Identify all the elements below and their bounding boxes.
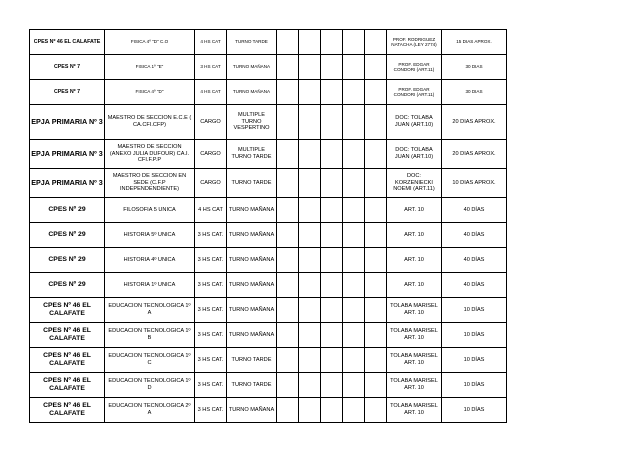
hours-cell: CARGO: [195, 169, 227, 198]
empty-cell: [321, 105, 343, 140]
empty-cell: [321, 198, 343, 223]
empty-cell: [343, 30, 365, 55]
school-cell: CPES Nº 46 EL CALAFATE: [30, 348, 105, 373]
teacher-cell: DOC: TOLABA JUAN (ART.10): [387, 105, 442, 140]
shift-cell: TURNO MAÑANA: [227, 80, 277, 105]
empty-cell: [277, 140, 299, 169]
empty-cell: [321, 223, 343, 248]
empty-cell: [365, 169, 387, 198]
empty-cell: [343, 273, 365, 298]
teacher-cell: ART. 10: [387, 223, 442, 248]
empty-cell: [343, 223, 365, 248]
subject-cell: HISTORIA 5º UNICA: [105, 223, 195, 248]
empty-cell: [365, 398, 387, 423]
hours-cell: 3 HS CAT.: [195, 273, 227, 298]
subject-cell: MAESTRO DE SECCION EN SEDE (C.F.P INDEPENDENDIENTE): [105, 169, 195, 198]
table-row: [30, 140, 507, 169]
subject-cell: EDUCACION TECNOLOGICA 2º A: [105, 398, 195, 423]
teacher-cell: TOLABA MARISEL ART. 10: [387, 373, 442, 398]
table-row: [30, 398, 507, 423]
empty-cell: [343, 398, 365, 423]
duration-cell: 15 DIAS APROX.: [442, 30, 507, 55]
empty-cell: [365, 105, 387, 140]
table-row: [30, 298, 507, 323]
teacher-cell: DOC: KORZENIECKI NOEMI (ART.11): [387, 169, 442, 198]
empty-cell: [299, 105, 321, 140]
empty-cell: [343, 298, 365, 323]
empty-cell: [321, 298, 343, 323]
empty-cell: [321, 169, 343, 198]
empty-cell: [365, 30, 387, 55]
subject-cell: EDUCACION TECNOLOGICA 1º C: [105, 348, 195, 373]
school-cell: CPES Nº 29: [30, 198, 105, 223]
school-cell: CPES Nº 29: [30, 223, 105, 248]
empty-cell: [299, 169, 321, 198]
school-cell: CPES Nº 46 EL CALAFATE: [30, 30, 105, 55]
duration-cell: 40 DÍAS: [442, 198, 507, 223]
empty-cell: [277, 105, 299, 140]
empty-cell: [321, 30, 343, 55]
subject-cell: FISICA 4º "D" C.O: [105, 30, 195, 55]
school-cell: CPES Nº 29: [30, 248, 105, 273]
teacher-cell: DOC: TOLABA JUAN (ART.10): [387, 140, 442, 169]
table-row: [30, 55, 507, 80]
teacher-cell: ART. 10: [387, 273, 442, 298]
empty-cell: [343, 198, 365, 223]
school-cell: CPES Nº 7: [30, 80, 105, 105]
empty-cell: [343, 323, 365, 348]
school-cell: CPES Nº 7: [30, 55, 105, 80]
empty-cell: [365, 80, 387, 105]
hours-cell: 3 HS CAT: [195, 55, 227, 80]
shift-cell: TURNO TARDE: [227, 373, 277, 398]
empty-cell: [299, 273, 321, 298]
table-row: [30, 248, 507, 273]
empty-cell: [299, 223, 321, 248]
school-cell: CPES Nº 46 EL CALAFATE: [30, 398, 105, 423]
shift-cell: TURNO MAÑANA: [227, 248, 277, 273]
duration-cell: 40 DÍAS: [442, 223, 507, 248]
subject-cell: FILOSOFIA 5 UNICA: [105, 198, 195, 223]
school-cell: CPES Nº 46 EL CALAFATE: [30, 373, 105, 398]
empty-cell: [277, 373, 299, 398]
hours-cell: 3 HS CAT.: [195, 298, 227, 323]
shift-cell: TURNO TARDE: [227, 30, 277, 55]
empty-cell: [277, 198, 299, 223]
empty-cell: [365, 373, 387, 398]
empty-cell: [365, 348, 387, 373]
teacher-cell: PROF. EDGAR CONDORI (ART.11): [387, 55, 442, 80]
teacher-cell: TOLABA MARISEL ART. 10: [387, 348, 442, 373]
table-row: [30, 30, 507, 55]
empty-cell: [299, 80, 321, 105]
empty-cell: [365, 273, 387, 298]
empty-cell: [321, 140, 343, 169]
hours-cell: 3 HS CAT.: [195, 373, 227, 398]
duration-cell: 20 DIAS APROX.: [442, 105, 507, 140]
empty-cell: [343, 105, 365, 140]
empty-cell: [343, 140, 365, 169]
school-cell: CPES Nº 46 EL CALAFATE: [30, 323, 105, 348]
shift-cell: MULTIPLE TURNO TARDE: [227, 140, 277, 169]
empty-cell: [343, 55, 365, 80]
hours-cell: CARGO: [195, 105, 227, 140]
empty-cell: [299, 398, 321, 423]
duration-cell: 30 DIAS: [442, 80, 507, 105]
table-row: [30, 323, 507, 348]
empty-cell: [365, 248, 387, 273]
hours-cell: 4 HS CAT: [195, 30, 227, 55]
empty-cell: [321, 348, 343, 373]
empty-cell: [343, 80, 365, 105]
teacher-cell: PROF. EDGAR CONDORI (ART.11): [387, 80, 442, 105]
teacher-cell: PROF. RODRIGUEZ NATACHA (LEY 2774): [387, 30, 442, 55]
table-row: [30, 223, 507, 248]
empty-cell: [277, 348, 299, 373]
shift-cell: TURNO MAÑANA: [227, 273, 277, 298]
empty-cell: [299, 323, 321, 348]
hours-cell: 4 HS CAT: [195, 80, 227, 105]
empty-cell: [321, 55, 343, 80]
empty-cell: [299, 30, 321, 55]
empty-cell: [299, 198, 321, 223]
shift-cell: TURNO MAÑANA: [227, 323, 277, 348]
empty-cell: [277, 80, 299, 105]
empty-cell: [365, 323, 387, 348]
duration-cell: 30 DIAS: [442, 55, 507, 80]
empty-cell: [321, 80, 343, 105]
teacher-cell: TOLABA MARISEL ART. 10: [387, 298, 442, 323]
school-cell: EPJA PRIMARIA Nº 3: [30, 140, 105, 169]
duration-cell: 10 DÍAS: [442, 398, 507, 423]
table-body: [30, 30, 507, 423]
table-row: [30, 198, 507, 223]
table-row: [30, 169, 507, 198]
subject-cell: EDUCACION TECNOLOGICA 1º D: [105, 373, 195, 398]
teacher-cell: ART. 10: [387, 198, 442, 223]
teacher-cell: TOLABA MARISEL ART. 10: [387, 398, 442, 423]
empty-cell: [343, 248, 365, 273]
empty-cell: [343, 373, 365, 398]
duration-cell: 10 DÍAS: [442, 348, 507, 373]
shift-cell: TURNO MAÑANA: [227, 198, 277, 223]
empty-cell: [277, 30, 299, 55]
table-row: [30, 273, 507, 298]
shift-cell: TURNO MAÑANA: [227, 223, 277, 248]
subject-cell: HISTORIA 4º UNICA: [105, 248, 195, 273]
empty-cell: [299, 298, 321, 323]
empty-cell: [321, 398, 343, 423]
school-cell: EPJA PRIMARIA Nº 3: [30, 105, 105, 140]
teacher-cell: TOLABA MARISEL ART. 10: [387, 323, 442, 348]
subject-cell: MAESTRO DE SECCION E.C.E ( CA.CFI.CFP): [105, 105, 195, 140]
duration-cell: 20 DIAS APROX.: [442, 140, 507, 169]
empty-cell: [343, 169, 365, 198]
hours-cell: 4 HS CAT: [195, 198, 227, 223]
hours-cell: 3 HS CAT.: [195, 248, 227, 273]
empty-cell: [321, 373, 343, 398]
empty-cell: [321, 323, 343, 348]
shift-cell: TURNO MAÑANA: [227, 398, 277, 423]
duration-cell: 40 DÍAS: [442, 248, 507, 273]
table-row: [30, 105, 507, 140]
subject-cell: FISICA 1º "E": [105, 55, 195, 80]
shift-cell: TURNO TARDE: [227, 348, 277, 373]
empty-cell: [299, 140, 321, 169]
empty-cell: [365, 198, 387, 223]
empty-cell: [277, 169, 299, 198]
empty-cell: [277, 223, 299, 248]
empty-cell: [277, 323, 299, 348]
empty-cell: [321, 248, 343, 273]
empty-cell: [277, 398, 299, 423]
table-row: [30, 373, 507, 398]
hours-cell: CARGO: [195, 140, 227, 169]
empty-cell: [343, 348, 365, 373]
empty-cell: [365, 55, 387, 80]
subject-cell: HISTORIA 1º UNICA: [105, 273, 195, 298]
duration-cell: 10 DÍAS: [442, 298, 507, 323]
table-row: [30, 348, 507, 373]
teacher-cell: ART. 10: [387, 248, 442, 273]
school-cell: CPES Nº 46 EL CALAFATE: [30, 298, 105, 323]
hours-cell: 3 HS CAT.: [195, 348, 227, 373]
empty-cell: [365, 223, 387, 248]
hours-cell: 3 HS CAT.: [195, 223, 227, 248]
shift-cell: TURNO MAÑANA: [227, 298, 277, 323]
empty-cell: [299, 373, 321, 398]
empty-cell: [299, 348, 321, 373]
hours-cell: 3 HS CAT.: [195, 323, 227, 348]
empty-cell: [277, 248, 299, 273]
school-cell: EPJA PRIMARIA Nº 3: [30, 169, 105, 198]
subject-cell: MAESTRO DE SECCION (ANEXO JULIA DUFOUR) CA.I. CFI.F.P.P: [105, 140, 195, 169]
empty-cell: [277, 55, 299, 80]
empty-cell: [365, 298, 387, 323]
shift-cell: TURNO TARDE: [227, 169, 277, 198]
vacancy-table: [29, 29, 507, 423]
empty-cell: [365, 140, 387, 169]
shift-cell: MULTIPLE TURNO VESPERTINO: [227, 105, 277, 140]
empty-cell: [299, 248, 321, 273]
shift-cell: TURNO MAÑANA: [227, 55, 277, 80]
subject-cell: EDUCACION TECNOLOGICA 1º B: [105, 323, 195, 348]
hours-cell: 3 HS CAT.: [195, 398, 227, 423]
subject-cell: EDUCACION TECNOLOGICA 1º A: [105, 298, 195, 323]
duration-cell: 10 DÍAS: [442, 373, 507, 398]
duration-cell: 40 DÍAS: [442, 273, 507, 298]
subject-cell: FISICA 4º "D": [105, 80, 195, 105]
empty-cell: [277, 298, 299, 323]
school-cell: CPES Nº 29: [30, 273, 105, 298]
table-row: [30, 80, 507, 105]
empty-cell: [277, 273, 299, 298]
empty-cell: [321, 273, 343, 298]
duration-cell: 10 DÍAS: [442, 323, 507, 348]
duration-cell: 10 DIAS APROX.: [442, 169, 507, 198]
empty-cell: [299, 55, 321, 80]
